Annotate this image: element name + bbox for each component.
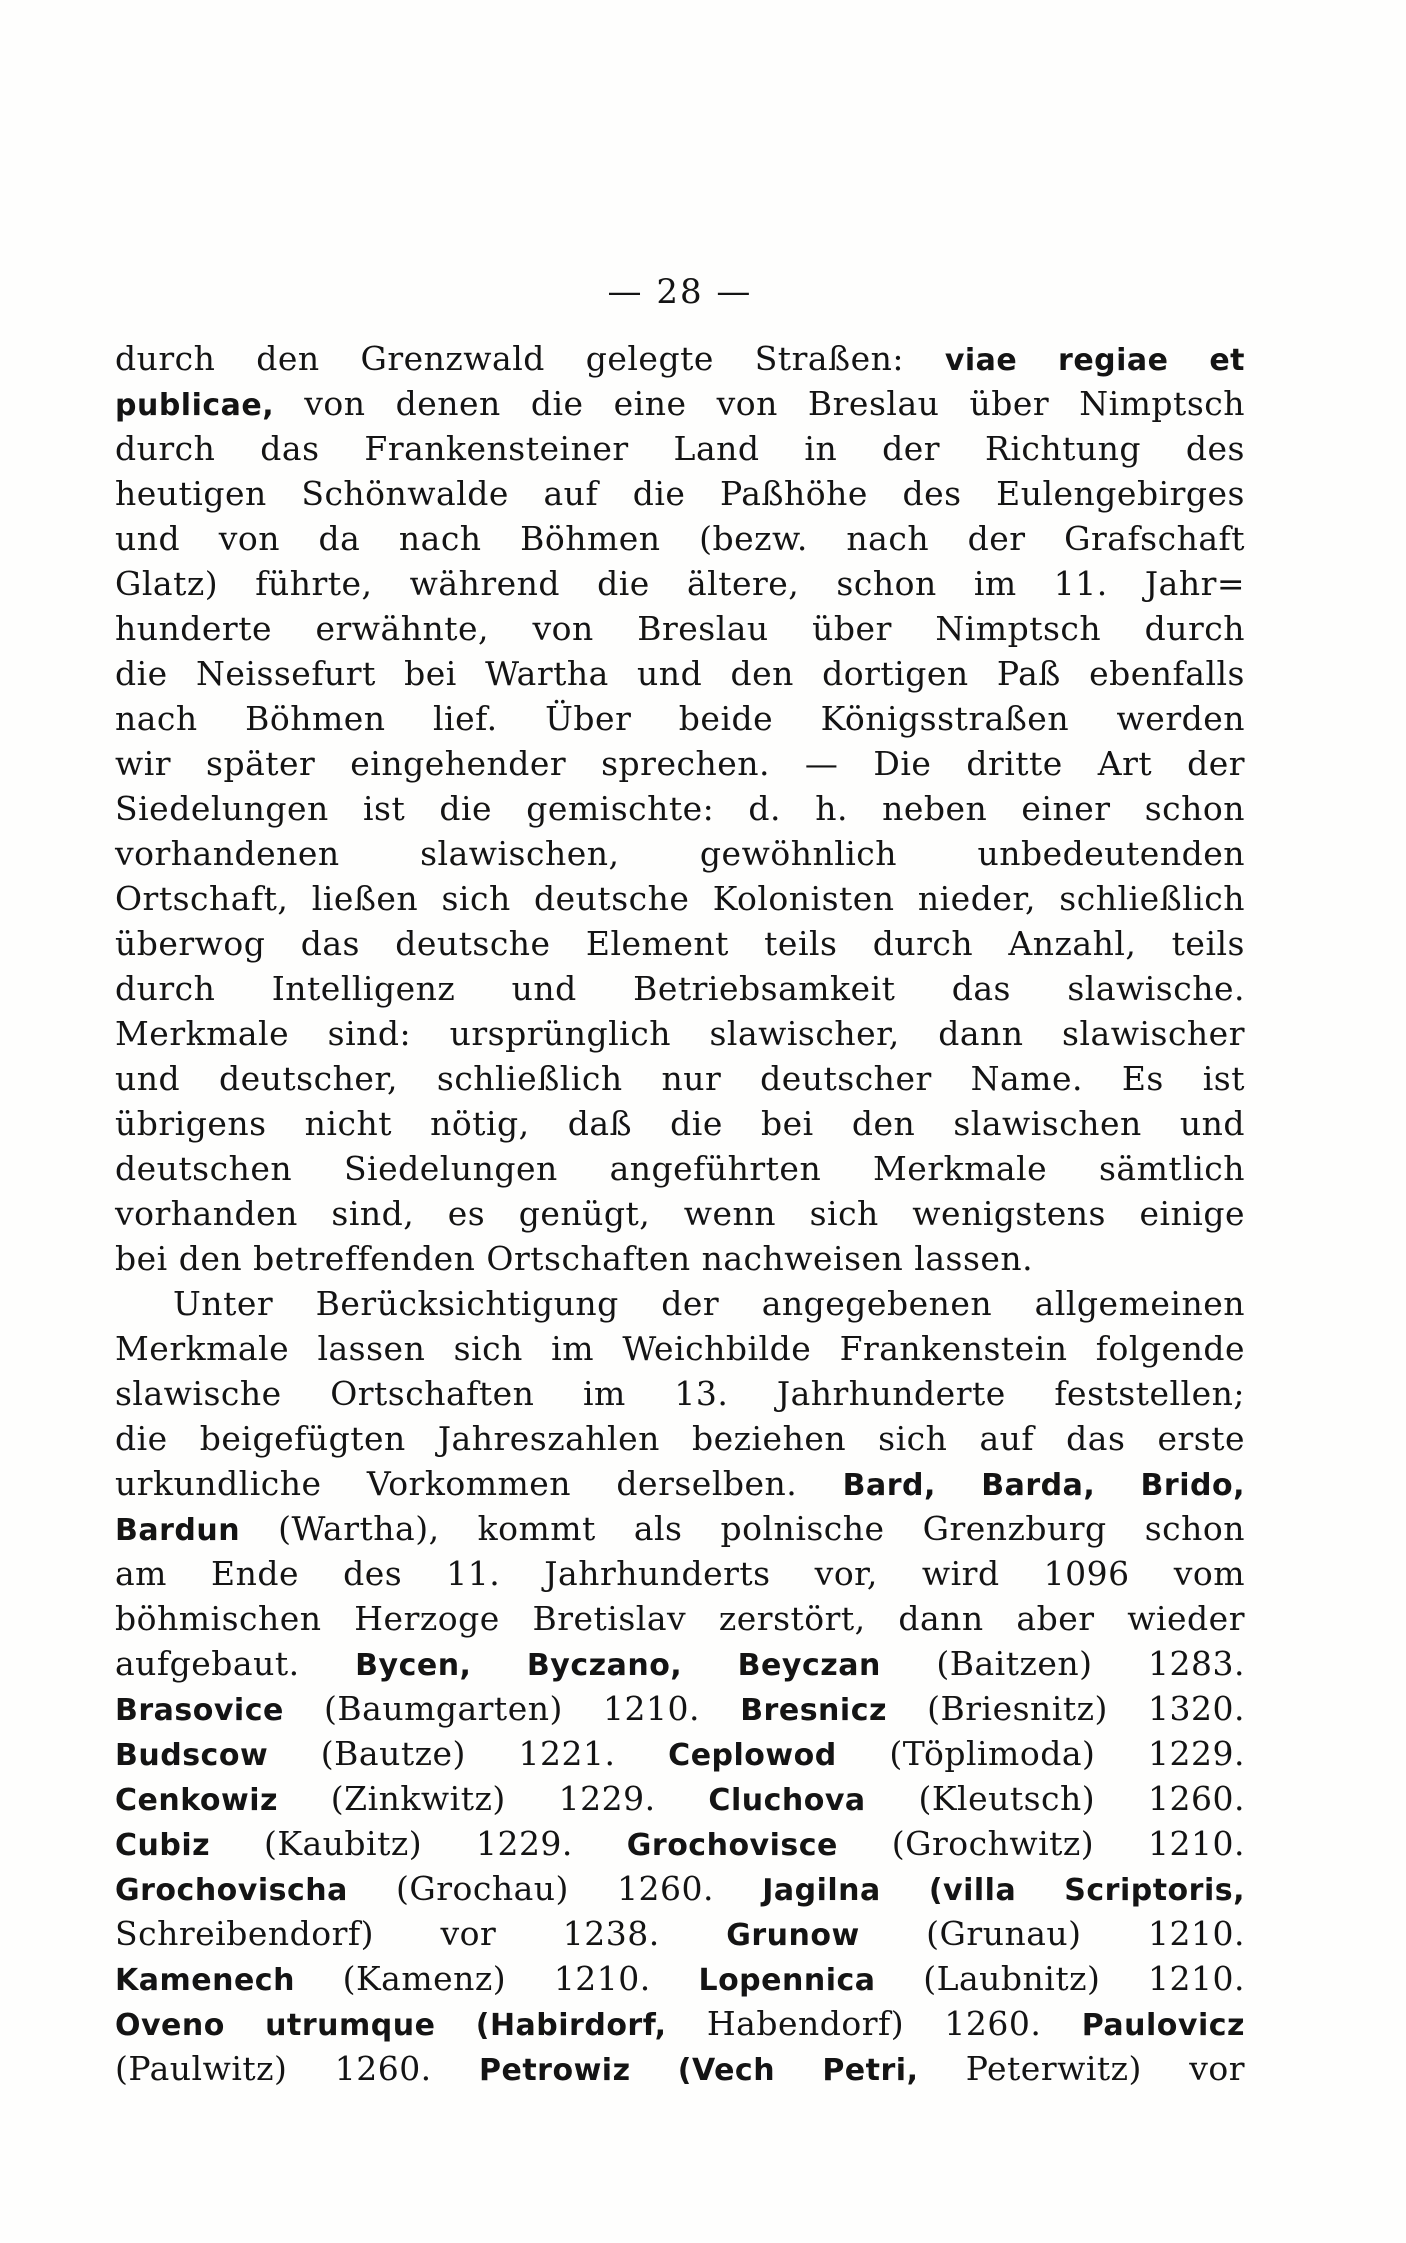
text-line [115,471,1245,516]
place-name-antiqua: Bardun [115,1513,241,1548]
text-segment: (Kamenz) 1210. [294,1959,699,1998]
text-segment: (Zinkwitz) 1229. [277,1779,709,1818]
text-segment: durch den Grenzwald gelegte Straßen: [115,339,945,378]
place-name-antiqua: Cenkowiz [115,1783,278,1818]
text-segment: slawische Ortschaften im 13. Jahrhunderte feststellen; [115,1374,1245,1413]
place-name-antiqua: Oveno utrumque (Habirdorf, [115,2008,667,2043]
text-segment: böhmischen Herzoge Bretislav zerstört, dann aber wieder [115,1599,1245,1638]
text-segment: (Wartha), kommt als polnische Grenzburg schon [240,1509,1245,1548]
text-line [115,1686,1245,1731]
text-segment: urkundliche Vorkommen derselben. [115,1464,843,1503]
text-line [115,1821,1245,1866]
place-name-antiqua: Kamenech [115,1963,295,1998]
text-segment: (Grunau) 1210. [859,1914,1245,1953]
text-segment: Ortschaft, ließen sich deutsche Kolonisten nieder, schließlich [115,879,1245,918]
place-name-antiqua: Cubiz [115,1828,211,1863]
text-line [115,876,1245,921]
text-segment: (Laubnitz) 1210. [875,1959,1245,1998]
text-segment: (Grochau) 1260. [347,1869,763,1908]
place-name-antiqua: Jagilna (villa Scriptoris, [762,1873,1246,1908]
place-name-antiqua: Brasovice [115,1693,284,1728]
text-line [115,1326,1245,1371]
text-segment: übrigens nicht nötig, daß die bei den slawischen und [115,1104,1245,1143]
text-segment: Habendorf) 1260. [666,2004,1082,2043]
text-segment: nach Böhmen lief. Über beide Königsstraßen werden [115,699,1245,738]
text-line [115,651,1245,696]
text-segment: (Töplimoda) 1229. [836,1734,1246,1773]
place-name-antiqua: Lopennica [698,1963,876,1998]
text-segment: vorhanden sind, es genügt, wenn sich wenigstens einige [115,1194,1245,1233]
text-segment: (Kleutsch) 1260. [865,1779,1246,1818]
place-name-antiqua: Grunow [726,1918,860,1953]
text-segment: deutschen Siedelungen angeführten Merkmale sämtlich [115,1149,1245,1188]
text-segment: (Grochwitz) 1210. [837,1824,1245,1863]
place-name-antiqua: Ceplowod [668,1738,837,1773]
text-segment: Unter Berücksichtigung der angegebenen allgemeinen [173,1284,1245,1323]
text-line [115,1101,1245,1146]
text-segment: wir später eingehender sprechen. — Die dritte Art der [115,744,1245,783]
place-name-antiqua: Cluchova [708,1783,866,1818]
text-line [115,1191,1245,1236]
text-line [115,1506,1245,1551]
place-name-antiqua: publicae, [115,388,275,423]
text-line [115,1236,1245,1281]
text-segment: (Bautze) 1221. [268,1734,669,1773]
text-segment: und von da nach Böhmen (bezw. nach der Grafschaft [115,519,1245,558]
text-segment: hunderte erwähnte, von Breslau über Nimptsch durch [115,609,1245,648]
text-line [115,1911,1245,1956]
text-line [115,1776,1245,1821]
place-name-antiqua: Petrowiz (Vech Petri, [478,2053,919,2088]
text-line [115,2046,1245,2091]
text-line [115,1371,1245,1416]
text-segment: die beigefügten Jahreszahlen beziehen sich auf das erste [115,1419,1245,1458]
text-line [115,1011,1245,1056]
text-line [115,381,1245,426]
text-segment: Siedelungen ist die gemischte: d. h. neben einer schon [115,789,1245,828]
text-segment: Merkmale lassen sich im Weichbilde Frankenstein folgende [115,1329,1245,1368]
text-line [115,1731,1245,1776]
place-name-antiqua: Budscow [115,1738,269,1773]
text-line [115,1281,1245,1326]
text-line [115,1461,1245,1506]
text-segment: Merkmale sind: ursprünglich slawischer, dann slawischer [115,1014,1245,1053]
text-segment: aufgebaut. [115,1644,356,1683]
text-segment: (Briesnitz) 1320. [886,1689,1246,1728]
text-line [115,1866,1245,1911]
place-name-antiqua: Bard, Barda, Brido, [842,1468,1245,1503]
place-name-antiqua: Grochovischa [115,1873,348,1908]
text-line [115,1641,1245,1686]
text-line [115,1056,1245,1101]
text-segment: heutigen Schönwalde auf die Paßhöhe des Eulengebirges [115,474,1245,513]
text-segment: vorhandenen slawischen, gewöhnlich unbedeutenden [115,834,1245,873]
place-name-antiqua: Grochovisce [626,1828,838,1863]
text-line [115,336,1245,381]
text-line [115,921,1245,966]
text-segment: bei den betreffenden Ortschaften nachweisen lassen. [115,1239,1034,1278]
text-line [115,1146,1245,1191]
text-segment: (Baumgarten) 1210. [283,1689,741,1728]
text-segment: (Kaubitz) 1229. [210,1824,627,1863]
text-line [115,2001,1245,2046]
text-segment: überwog das deutsche Element teils durch Anzahl, teils [115,924,1245,963]
place-name-antiqua: viae regiae et [944,343,1246,378]
text-segment: am Ende des 11. Jahrhunderts vor, wird 1096 vom [115,1554,1245,1593]
text-segment: Peterwitz) vor [918,2049,1245,2088]
text-line [115,1956,1245,2001]
text-line [115,741,1245,786]
text-line [115,561,1245,606]
text-segment: durch Intelligenz und Betriebsamkeit das slawische. [115,969,1245,1008]
place-name-antiqua: Paulovicz [1081,2008,1245,2043]
text-line [115,696,1245,741]
text-segment: (Baitzen) 1283. [880,1644,1245,1683]
text-body [115,336,1245,2091]
text-line [115,786,1245,831]
text-segment: durch das Frankensteiner Land in der Richtung des [115,429,1245,468]
page-number: — 28 — [607,272,753,312]
place-name-antiqua: Bresnicz [740,1693,887,1728]
text-segment: von denen die eine von Breslau über Nimptsch [274,384,1245,423]
text-line [115,426,1245,471]
text-line [115,1416,1245,1461]
text-line [115,1596,1245,1641]
text-line [115,606,1245,651]
text-line [115,1551,1245,1596]
text-segment: Glatz) führte, während die ältere, schon im 11. Jahr= [115,564,1245,603]
text-segment: und deutscher, schließlich nur deutscher Name. Es ist [115,1059,1245,1098]
text-line [115,516,1245,561]
place-name-antiqua: Bycen, Byczano, Beyczan [355,1648,881,1683]
text-segment: Schreibendorf) vor 1238. [115,1914,727,1953]
text-segment: (Paulwitz) 1260. [115,2049,479,2088]
text-segment: die Neissefurt bei Wartha und den dortigen Paß ebenfalls [115,654,1245,693]
text-line [115,831,1245,876]
text-line [115,966,1245,1011]
